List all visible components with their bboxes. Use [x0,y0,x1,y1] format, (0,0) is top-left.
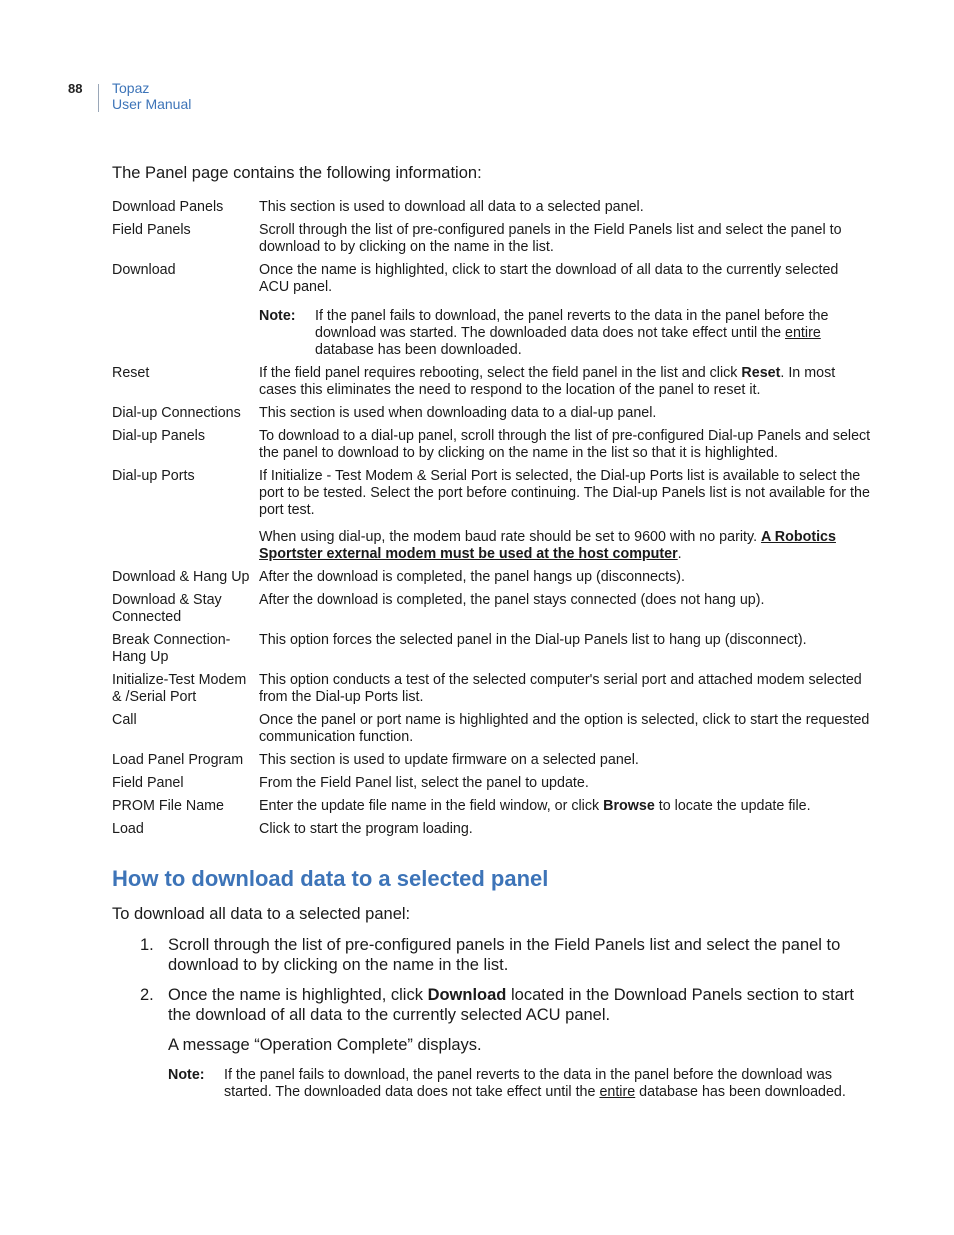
extra-pre: When using dial-up, the modem baud rate should be set to 9600 with no parity. [259,529,762,545]
note-label: Note: [168,1067,205,1083]
definition-desc: This section is used when downloading data to a dial-up panel. [259,405,657,421]
definition-desc: Scroll through the list of pre-configured panels in the Field Panels list and select the panel to download to by clicking on the name in the list. [259,222,842,255]
note-text [224,1067,873,1101]
definition-row [112,592,872,626]
definition-row [112,821,872,838]
definition-desc-text: Once the name is highlighted, click to start the download of all data to the currently selected ACU panel. [259,262,839,295]
step-text-post: located in the Download Panels section to start the download of all data to the currently selected ACU panel. [168,986,855,1024]
steps-list [112,935,872,1067]
definition-term: Field Panels [112,222,191,238]
extra-bold-underline: A Robotics Sportster external modem must be used at the host computer [259,529,836,562]
note-text-pre: If the panel fails to download, the panel reverts to the data in the panel before the download was started. The downloaded data does not take effect until the [315,308,829,341]
definition-desc: Once the panel or port name is highlighted and the option is selected, click to start the requested communication function. [259,712,870,745]
definition-row [112,365,872,399]
definition-row [112,222,872,256]
definition-term: Download & Hang Up [112,569,250,585]
definition-desc [259,365,871,399]
definition-term: Initialize-Test Modem & /Serial Port [112,672,247,705]
definition-desc [259,468,871,563]
definition-desc-text: If Initialize - Test Modem & Serial Port is selected, the Dial-up Ports list is available to select the port to be tested. Select the port before continuing. The Dial-up Panels list is not available for the port test. [259,468,870,518]
desc-bold: Reset [741,365,781,381]
definition-desc [259,262,871,359]
dialup-modem-note [259,529,871,563]
definition-desc: From the Field Panel list, select the panel to update. [259,775,589,791]
step-item [112,935,872,975]
note-label: Note: [259,308,296,324]
definition-desc: Click to start the program loading. [259,821,473,837]
definition-term: Download & Stay Connected [112,592,222,625]
definition-row [112,262,872,359]
definition-term: Load Panel Program [112,752,244,768]
step-text: Scroll through the list of pre-configured panels in the Field Panels list and select the panel to download to by clicking on the name in the list. [168,936,841,974]
desc-bold: Browse [603,798,655,814]
definition-row [112,405,872,422]
definition-row [112,428,872,462]
header-title [112,80,191,112]
section-lead: To download all data to a selected panel: [112,905,411,923]
definition-row [112,775,872,792]
page-header [0,0,954,120]
extra-post: . [677,546,682,562]
step-text [168,985,872,1025]
note-text-post: database has been downloaded. [315,342,522,358]
definition-row [112,468,872,563]
note-emphasis: entire [785,325,821,341]
definition-desc [259,798,871,815]
definition-term: Break Connection-Hang Up [112,632,231,665]
definition-term: Download Panels [112,199,224,215]
step-number: 1. [140,936,154,954]
definition-term: Download [112,262,176,278]
step-bold: Download [427,986,507,1004]
page-number: 88 [68,81,83,96]
step-item [112,985,872,1025]
definition-list [112,199,872,844]
definition-desc: After the download is completed, the panel hangs up (disconnects). [259,569,685,585]
step-number: 2. [140,986,154,1004]
product-name: Topaz [112,80,150,96]
definition-term: Call [112,712,137,728]
definition-term: Dial-up Panels [112,428,205,444]
definition-term: Field Panel [112,775,184,791]
note-text [315,308,871,359]
definition-term: Dial-up Ports [112,468,195,484]
definition-row [112,199,872,216]
desc-pre: If the field panel requires rebooting, select the field panel in the list and click [259,365,742,381]
definition-term: PROM File Name [112,798,225,814]
definition-desc: After the download is completed, the panel stays connected (does not hang up). [259,592,765,608]
header-divider [98,84,99,112]
definition-term: Reset [112,365,150,381]
desc-pre: Enter the update file name in the field window, or click [259,798,604,814]
definition-term: Dial-up Connections [112,405,241,421]
definition-row [112,752,872,769]
definition-row [112,712,872,746]
definition-row [112,569,872,586]
definition-desc: To download to a dial-up panel, scroll through the list of pre-configured Dial-up Panels and select the panel to download to by clicking on the name in the list so that it is highlighted. [259,428,871,461]
intro-text: The Panel page contains the following information: [112,164,482,182]
note-text-pre: If the panel fails to download, the panel reverts to the data in the panel before the download was started. The downloaded data does not take effect until the [224,1067,833,1100]
definition-row [112,672,872,706]
document-name: User Manual [112,96,192,112]
note-emphasis: entire [599,1084,636,1100]
section-heading: How to download data to a selected panel [112,866,549,891]
result-message: A message “Operation Complete” displays. [168,1036,482,1054]
note [259,308,871,359]
step-text-pre: Once the name is highlighted, click [168,986,428,1004]
definition-desc: This section is used to download all data to a selected panel. [259,199,644,215]
desc-post: . In most cases this eliminates the need to respond to the location of the panel to reset it. [259,365,836,398]
definition-desc: This option forces the selected panel in the Dial-up Panels list to hang up (disconnect). [259,632,807,648]
definition-desc: This section is used to update firmware on a selected panel. [259,752,639,768]
section-note [168,1067,873,1101]
definition-row [112,798,872,815]
note-text-post: database has been downloaded. [635,1084,846,1100]
definition-row [112,632,872,666]
definition-term: Load [112,821,144,837]
desc-post: to locate the update file. [654,798,811,814]
definition-desc: This option conducts a test of the selected computer's serial port and attached modem selected from the Dial-up Ports list. [259,672,862,705]
